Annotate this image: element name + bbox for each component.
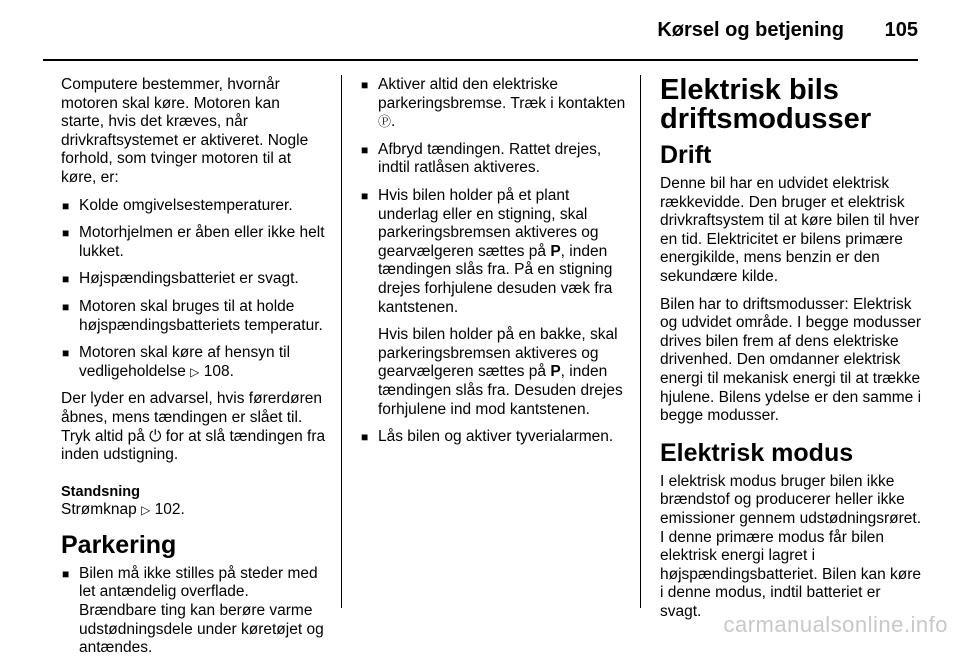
- page-reference-arrow-icon: ▷: [190, 364, 200, 379]
- warning-text: Der lyder en advarsel, hvis førerdøren åbnes, mens tændingen er slået til. Tryk altid på: [61, 390, 323, 445]
- list-item-text: Hvis bilen holder på et plant underlag eller en stigning, skal parkeringsbremsen aktiveres og gearvælgeren sættes på: [378, 186, 599, 260]
- drift-paragraph-2: Bilen har to driftsmodusser: Elektrisk og udvidet område. I begge modusser drives bilen frem af dens elektriske drivenhed. Den omdanner elektrisk energi til mekanisk energi til at trække hjulene. Bilens ydelse er den samme i begge modusser.: [660, 295, 922, 425]
- parkering-heading: Parkering: [61, 530, 177, 559]
- list-item: [360, 187, 626, 419]
- bullet-list: [61, 565, 327, 658]
- section-title: Elektrisk bils driftsmodusser: [660, 74, 872, 135]
- list-item: [61, 344, 327, 381]
- list-item-text-end: , inden tændingen slås fra. På en stigning drejes forhjulene desuden væk fra kantstenen.: [378, 242, 613, 316]
- sub-paragraph-text-end: , inden tændingen slås fra. Desuden drejes forhjulene ind mod kantstenen.: [378, 363, 623, 418]
- power-button-icon: ⏻: [149, 427, 162, 445]
- parking-brake-icon: Ⓟ: [378, 114, 392, 130]
- standsning-paragraph: [61, 501, 327, 520]
- list-item: ■ Motorhjelmen er åben eller ikke helt lukket.: [61, 224, 327, 261]
- intro-paragraph: Computere bestemmer, hvornår motoren skal køre. Motoren kan starte, hvis det kræves, når drivkraftsystemet er aktiveret. Nogle forhold, som tvinger motoren til at køre, er:: [61, 76, 309, 186]
- elektrisk-modus-paragraph: I elektrisk modus bruger bilen ikke brændstof og producerer heller ikke emissioner gennem udstødningsrøret. I denne primære modus får bilen elektrisk energi lagret i højspændingsbatteriet. Bilen kan køre i denne modus, indtil batteriet er svagt.: [660, 472, 922, 620]
- list-item-text: Aktiver altid den elektriske parkeringsbremse. Træk i kontakten: [378, 76, 626, 112]
- standsning-text: Strømknap: [61, 501, 137, 519]
- list-item: ■ Lås bilen og aktiver tyverialarmen.: [360, 428, 626, 447]
- list-item-end: .: [391, 113, 396, 131]
- drift-heading: Drift: [660, 141, 712, 169]
- header-rule: [43, 59, 918, 61]
- bullet-list: [61, 197, 327, 382]
- column-2: [360, 76, 626, 456]
- running-title: Kørsel og betjening: [657, 19, 844, 41]
- list-item: ■ Højspændingsbatteriet er svagt.: [61, 270, 327, 289]
- column-1: [61, 76, 327, 667]
- elektrisk-modus-heading: Elektrisk modus: [660, 438, 854, 467]
- page-reference[interactable]: 102.: [154, 501, 185, 519]
- column-3: [660, 76, 922, 630]
- column-divider: [341, 75, 342, 608]
- page-header: [0, 0, 960, 60]
- sub-paragraph-text: Hvis bilen holder på en bakke, skal parkeringsbremsen aktiveres og gearvælgeren sættes på: [378, 326, 618, 381]
- sub-paragraph: [378, 326, 626, 419]
- list-item: ■ Bilen må ikke stilles på steder med let antændelig overflade. Brændbare ting kan berøre varme udstødningsdele under køretøjet og antændes.: [61, 565, 327, 658]
- drift-paragraph-1: Denne bil har en udvidet elektrisk rækkevidde. Den bruger et elektrisk drivkraftsystem til at køre bilen til hver en tid. Elektricitet er bilens primære energikilde, mens benzin er den sekundære kilde.: [660, 175, 920, 285]
- column-divider: [640, 75, 641, 608]
- list-item: [360, 76, 626, 132]
- list-item: ■ Motoren skal bruges til at holde højspændingsbatteriets temperatur.: [61, 298, 327, 335]
- list-item: ■ Afbryd tændingen. Rattet drejes, indtil ratlåsen aktiveres.: [360, 141, 626, 178]
- warning-text-end: for at slå tændingen fra inden udstigning.: [61, 427, 326, 464]
- bullet-list: [360, 76, 626, 447]
- gear-position-p: P: [550, 363, 561, 381]
- page-reference[interactable]: 108.: [203, 362, 234, 380]
- list-item-text: Motoren skal køre af hensyn til vedligeholdelse: [79, 344, 291, 380]
- standsning-heading: Standsning: [61, 483, 140, 500]
- page-number: 105: [884, 19, 918, 41]
- warning-paragraph: [61, 390, 327, 464]
- gear-position-p: P: [550, 242, 561, 260]
- list-item: ■ Kolde omgivelsestemperaturer.: [61, 197, 327, 216]
- page-reference-arrow-icon: ▷: [141, 503, 151, 518]
- watermark: carmanualsonline.info: [723, 612, 948, 637]
